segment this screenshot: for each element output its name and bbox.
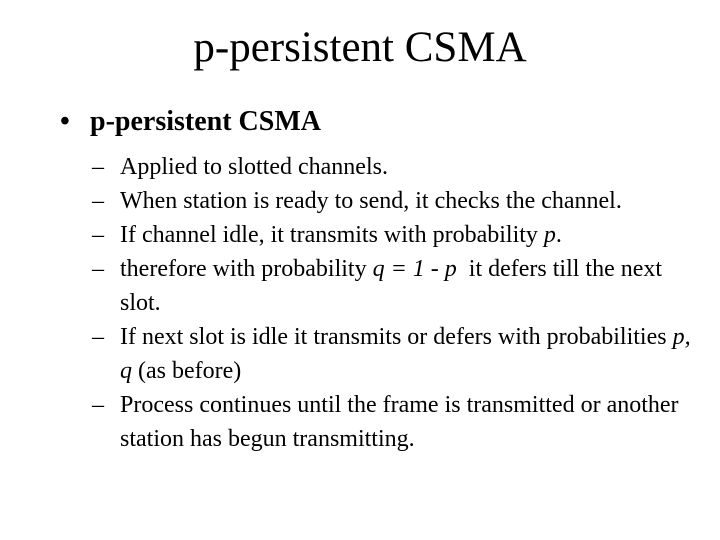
slide-title: p-persistent CSMA <box>193 24 527 71</box>
sub-bullet-text-end: (as before) <box>132 358 242 384</box>
probability-q-formula: q = 1 - p <box>372 256 457 282</box>
probability-p: p <box>543 222 556 248</box>
dash-marker: – <box>92 324 104 350</box>
sub-bullet-text: Applied to slotted channels. <box>120 154 388 180</box>
sub-bullet-text-start: therefore with probability <box>120 256 373 282</box>
sub-bullet-item <box>92 388 692 456</box>
main-bullet <box>60 104 321 140</box>
dash-marker: – <box>92 392 104 418</box>
sub-bullet-item <box>92 218 692 252</box>
sub-bullet-text-end: it defers till the next slot. <box>120 256 669 316</box>
dash-marker: – <box>92 256 104 282</box>
sub-bullet-item <box>92 184 692 218</box>
sub-bullet-text-start: If next slot is idle it transmits or defers with probabilities <box>120 324 673 350</box>
sub-bullet-item <box>92 252 692 320</box>
sub-bullet-text: Process continues until the frame is transmitted or another station has begun transmitting. <box>120 392 679 452</box>
sub-bullet-list <box>92 150 692 456</box>
sub-bullet-item <box>92 150 692 184</box>
bullet-marker: • <box>60 106 70 137</box>
dash-marker: – <box>92 188 104 214</box>
sub-bullet-text: When station is ready to send, it checks the channel. <box>120 188 622 214</box>
sub-bullet-item <box>92 320 692 388</box>
dash-marker: – <box>92 154 104 180</box>
sub-bullet-text-start: If channel idle, it transmits with probability <box>120 222 544 248</box>
sub-bullet-text-end: . <box>555 222 562 248</box>
main-bullet-text: p-persistent CSMA <box>90 106 321 137</box>
dash-marker: – <box>92 222 104 248</box>
probabilities-p-q: p, q <box>120 324 691 384</box>
